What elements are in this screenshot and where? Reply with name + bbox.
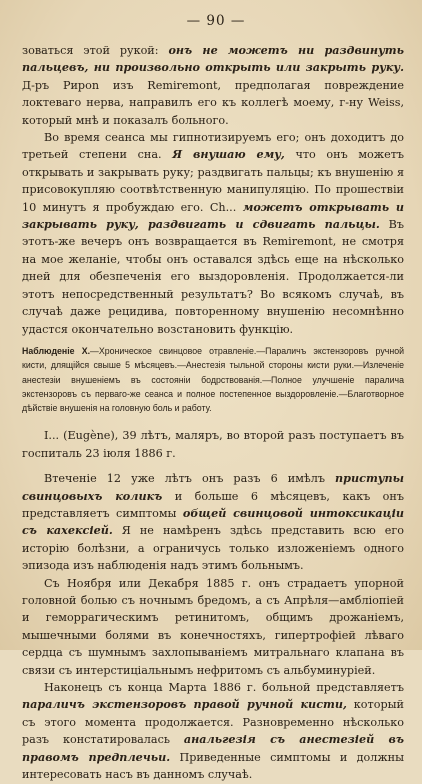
page-body	[22, 42, 404, 784]
emphasized-text: общей свинцовой интоксикаціи съ кахексіей.	[22, 506, 404, 538]
emphasized-text: анальгезія съ анестезіей въ правомъ предплечьи.	[22, 732, 404, 764]
emphasized-text: онъ не можетъ ни раздвинуть пальцевъ, ни произвольно открыть или закрыть руку.	[22, 43, 405, 75]
paragraph-continuation	[22, 42, 404, 129]
paragraph-patient-intro: I... (Eugène), 39 лѣтъ, маляръ, во второй разъ поступаетъ въ госпиталь 23 іюля 1886 г.	[22, 429, 404, 460]
text-run: Наконецъ съ конца Марта 1886 г. больной представляетъ	[44, 681, 404, 695]
text-run: зоваться этой рукой:	[22, 44, 169, 57]
text-run: Во время сеанса мы гипнотизируемъ его; онъ доходитъ до третьей степени сна.	[22, 131, 404, 162]
observation-heading: Наблюденіе X.	[22, 345, 91, 356]
emphasized-text: Я внушаю ему,	[172, 147, 285, 162]
emphasized-text: приступы свинцовыхъ коликъ	[22, 471, 404, 503]
text-run: Приведенные симптомы и должны интересовать насъ въ данномъ случаѣ.	[22, 750, 405, 782]
paragraph-paralysis	[22, 679, 404, 783]
paragraph-session	[22, 129, 404, 338]
paragraph-gap	[22, 462, 404, 470]
text-run: что онъ можетъ открывать и закрывать руку; раздвигать пальцы; къ внушенію я присовокупляю соотвѣтственную манипуляцію. По прошествіи 10 минутъ я пробуждаю его. Ch...	[22, 148, 404, 214]
text-run: Втеченіе 12 уже лѣтъ онъ разъ 6 имѣлъ	[44, 472, 336, 486]
page-number: — 90 —	[186, 13, 246, 29]
observation-summary	[22, 344, 404, 415]
text-run: Я не намѣренъ здѣсь представить всю его исторію болѣзни, а ограничусь только изложеніемъ одного эпизода изъ наблюденія надъ этимъ больнымъ.	[22, 524, 404, 573]
text-run: Д-ръ Pирon изъ Remiremont, предполагая повреждение локтеваго нерва, направилъ его къ коллегѣ моему, г-ну Weiss, который мнѣ и показалъ больного.	[22, 78, 404, 127]
emphasized-text: можетъ открывать и закрывать руку, раздвигать и сдвигать пальцы.	[22, 199, 405, 232]
emphasized-text: параличъ экстензоровъ правой ручной кисти,	[22, 697, 347, 712]
paragraph-symptoms: Съ Ноября или Декабря 1885 г. онъ страдаетъ упорной головной болью съ ночнымъ бредомъ, а съ Апрѣля—амбліопіей и геморрагическимъ ретинитомъ, общимъ дрожаніемъ, мышечными болями въ конечностяхъ, гипертрофіей лѣваго сердца съ шумнымъ захлопываніемъ митральнаго клапана въ связи съ интерстиціальнымъ нефритомъ съ альбуминуріей.	[22, 576, 404, 677]
text-run: Въ этотъ-же вечеръ онъ возвращается въ Remiremont, не смотря на мое желаніе, чтобы онъ оставался здѣсь еще на нѣсколько дней для обезпеченія его выздоровленія. Продолжается-ли этотъ непосредственный результатъ? Во всякомъ случаѣ, въ случаѣ даже рецидива, повторенному внушенію несомнѣнно удастся окончательно возстановить функцію.	[22, 218, 404, 336]
paragraph-history	[22, 470, 404, 574]
text-run: который съ этого момента продолжается. Разновременно нѣсколько разъ констатировалась	[22, 698, 404, 747]
observation-text: —Хроническое свинцовое отравленіе.—Параличъ экстензоровъ ручной кисти, длящійся свыше 5 мѣсяцевъ.—Анестезія тыльной стороны кисти руки.—Излеченіе анестезіи внушеніемъ въ состояніи бодрствованія.—Полное улучшеніе паралича экстензоровъ съ перваго-же сеанса и полное постепенное выздоровленіе.—Благотворное дѣйствіе внушенія на головную боль и работу.	[22, 345, 404, 414]
text-run: и больше 6 мѣсяцевъ, какъ онъ представляетъ симптомы	[22, 489, 404, 521]
